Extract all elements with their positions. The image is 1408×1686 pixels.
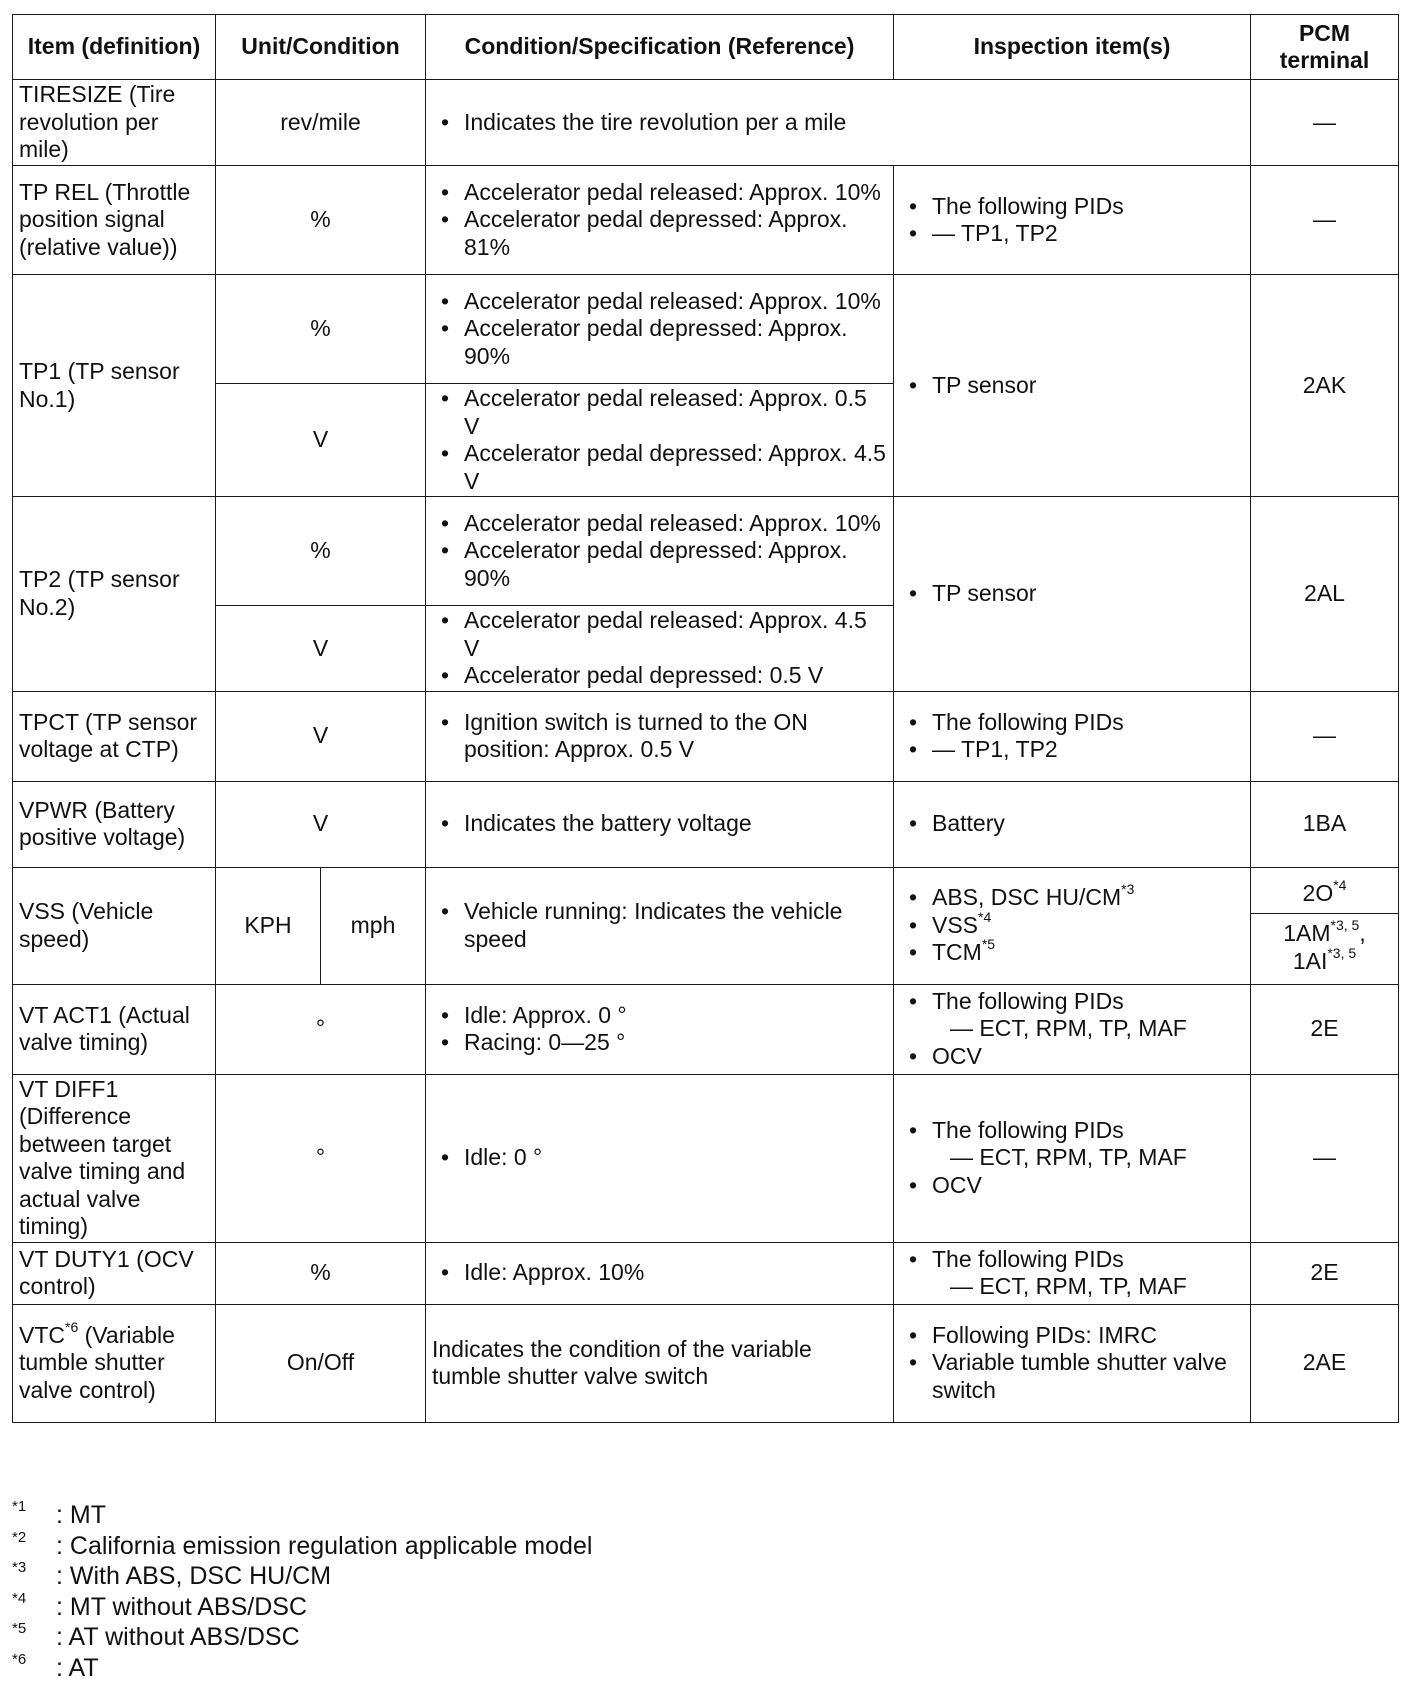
header-inspection: Inspection item(s)	[894, 15, 1251, 80]
item-cell: VPWR (Battery positive voltage)	[13, 781, 216, 867]
footnotes	[12, 1500, 592, 1683]
pcm-terminal-1am: 1AM$^{*3, 5}$,	[1283, 917, 1366, 947]
pcm-cell: —	[1251, 166, 1399, 275]
spec-cell	[426, 984, 894, 1074]
inspection-item: • The following PIDs — ECT, RPM, TP, MAF	[900, 1117, 1244, 1172]
bullet-item: • — TP1, TP2	[900, 736, 1244, 764]
item-cell: TPCT (TP sensor voltage at CTP)	[13, 691, 216, 781]
bullet-item: • Accelerator pedal released: Approx. 0.5 V	[432, 385, 887, 440]
item-cell: TP REL (Throttle position signal (relative value))	[13, 166, 216, 275]
inspection-cell	[894, 691, 1251, 781]
row-tp-rel	[13, 166, 1399, 275]
footnote: $^{*6}$ : AT	[12, 1650, 99, 1682]
bullet-item: • Accelerator pedal depressed: Approx. 90%	[432, 537, 887, 592]
item-cell: VT DUTY1 (OCV control)	[13, 1242, 216, 1304]
unit-cell: On/Off	[216, 1304, 426, 1422]
row-vt-act1	[13, 984, 1399, 1074]
row-vpwr	[13, 781, 1399, 867]
header-spec: Condition/Specification (Reference)	[426, 15, 894, 80]
bullet-item: • Battery	[900, 810, 1244, 838]
header-item: Item (definition)	[13, 15, 216, 80]
bullet-item: • Accelerator pedal released: Approx. 10%	[432, 179, 887, 207]
bullet-item: • TP sensor	[900, 580, 1244, 608]
unit-cell: °	[216, 1074, 426, 1242]
item-cell: VSS (Vehicle speed)	[13, 867, 216, 984]
unit-cell: %	[216, 275, 426, 384]
inspection-cell	[894, 275, 1251, 497]
bullet-item: • — TP1, TP2	[900, 220, 1244, 248]
unit-cell: %	[216, 166, 426, 275]
bullet-item: • Accelerator pedal depressed: Approx. 81%	[432, 206, 887, 261]
item-cell: VT DIFF1 (Difference between target valve timing and actual valve timing)	[13, 1074, 216, 1242]
item-cell: TIRESIZE (Tire revolution per mile)	[13, 80, 216, 166]
bullet-item: • The following PIDs	[900, 193, 1244, 221]
pcm-cell: —	[1251, 691, 1399, 781]
pcm-cell: 1BA	[1251, 781, 1399, 867]
inspection-item: • OCV	[900, 1172, 1244, 1200]
bullet-item: • Indicates the tire revolution per a mile	[432, 109, 1244, 137]
spec-cell	[426, 497, 894, 606]
footnote: $^{*3}$ : With ABS, DSC HU/CM	[12, 1559, 332, 1590]
bullet-item: • Accelerator pedal released: Approx. 4.5 V	[432, 607, 887, 662]
spec-cell	[426, 606, 894, 692]
footnote: $^{*2}$ : California emission regulation applicable model	[12, 1528, 593, 1560]
unit-cell: rev/mile	[216, 80, 426, 166]
bullet-item: • Variable tumble shutter valve switch	[900, 1349, 1244, 1404]
footnote: $^{*1}$ : MT	[12, 1498, 106, 1529]
unit-cell: %	[216, 497, 426, 606]
inspection-cell	[894, 166, 1251, 275]
row-vt-diff1	[13, 1074, 1399, 1242]
inspection-item: • The following PIDs — ECT, RPM, TP, MAF	[900, 988, 1244, 1043]
spec-cell	[426, 1074, 894, 1242]
inspection-cell	[894, 781, 1251, 867]
spec-cell	[426, 781, 894, 867]
pcm-cell: 2AK	[1251, 275, 1399, 497]
pcm-terminal-2o: $2O^{*4}$	[1251, 876, 1398, 915]
bullet-item: • Idle: Approx. 0 °	[432, 1002, 887, 1030]
header-row	[13, 15, 1399, 80]
inspection-item: • ABS, DSC HU/CM$^{*3}$	[900, 884, 1244, 912]
bullet-item: • Vehicle running: Indicates the vehicle speed	[432, 898, 887, 953]
unit-cell: V	[216, 781, 426, 867]
bullet-item: • TP sensor	[900, 372, 1244, 400]
spec-cell	[426, 1242, 894, 1304]
bullet-item: • Indicates the battery voltage	[432, 810, 887, 838]
pcm-cell: —	[1251, 80, 1399, 166]
inspection-item: • The following PIDs — ECT, RPM, TP, MAF	[900, 1246, 1244, 1301]
header-unit: Unit/Condition	[216, 15, 426, 80]
spec-document	[12, 14, 1398, 1423]
row-vt-duty1	[13, 1242, 1399, 1304]
item-cell: TP2 (TP sensor No.2)	[13, 497, 216, 692]
pcm-cell: 2E	[1251, 1242, 1399, 1304]
unit-mph-cell: mph	[321, 867, 426, 984]
row-vtc	[13, 1304, 1399, 1422]
unit-cell: V	[216, 691, 426, 781]
spec-cell	[426, 275, 894, 384]
inspection-item: • VSS$^{*4}$	[900, 912, 1244, 940]
bullet-item: • Idle: 0 °	[432, 1144, 887, 1172]
inspection-item: • TCM$^{*5}$	[900, 939, 1244, 967]
pcm-cell	[1251, 867, 1399, 984]
row-tiresize	[13, 80, 1399, 166]
unit-cell: V	[216, 606, 426, 692]
bullet-item: • Accelerator pedal depressed: 0.5 V	[432, 662, 887, 690]
pcm-cell: 2E	[1251, 984, 1399, 1074]
bullet-item: • Accelerator pedal released: Approx. 10%	[432, 288, 887, 316]
header-pcm: PCM terminal	[1251, 15, 1399, 80]
pcm-cell: 2AL	[1251, 497, 1399, 692]
pcm-cell: 2AE	[1251, 1304, 1399, 1422]
spec-cell	[426, 80, 1251, 166]
row-tp2	[13, 497, 1399, 606]
spec-cell	[426, 867, 894, 984]
unit-kph-cell: KPH	[216, 867, 321, 984]
row-tp1	[13, 275, 1399, 384]
spec-cell	[426, 384, 894, 497]
bullet-item: • Accelerator pedal released: Approx. 10%	[432, 510, 887, 538]
bullet-item: • Ignition switch is turned to the ON position: Approx. 0.5 V	[432, 709, 887, 764]
inspection-cell	[894, 1074, 1251, 1242]
row-tpct	[13, 691, 1399, 781]
bullet-item: • Accelerator pedal depressed: Approx. 4.5 V	[432, 440, 887, 495]
pcm-cell: —	[1251, 1074, 1399, 1242]
inspection-cell	[894, 984, 1251, 1074]
inspection-item: • OCV	[900, 1043, 1244, 1071]
bullet-item: • Racing: 0—25 °	[432, 1029, 887, 1057]
pid-spec-table	[12, 14, 1399, 1423]
unit-cell: °	[216, 984, 426, 1074]
item-cell: TP1 (TP sensor No.1)	[13, 275, 216, 497]
unit-cell: %	[216, 1242, 426, 1304]
inspection-cell	[894, 867, 1251, 984]
row-vss	[13, 867, 1399, 984]
footnote: $^{*4}$ : MT without ABS/DSC	[12, 1589, 308, 1621]
pcm-terminal-1ai: 1AI$^{*3, 5}$	[1292, 944, 1357, 974]
inspection-cell	[894, 1242, 1251, 1304]
inspection-cell	[894, 1304, 1251, 1422]
bullet-item: • Accelerator pedal depressed: Approx. 90%	[432, 315, 887, 370]
item-cell: VTC$^{*6}$ (Variable tumble shutter valve control)	[13, 1304, 216, 1422]
bullet-item: • Idle: Approx. 10%	[432, 1259, 887, 1287]
spec-cell	[426, 691, 894, 781]
bullet-item: • Following PIDs: IMRC	[900, 1322, 1244, 1350]
unit-cell: V	[216, 384, 426, 497]
inspection-cell	[894, 497, 1251, 692]
footnote: $^{*5}$ : AT without ABS/DSC	[12, 1620, 300, 1651]
spec-cell: Indicates the condition of the variable tumble shutter valve switch	[426, 1304, 894, 1422]
item-cell: VT ACT1 (Actual valve timing)	[13, 984, 216, 1074]
bullet-item: • The following PIDs	[900, 709, 1244, 737]
spec-cell	[426, 166, 894, 275]
